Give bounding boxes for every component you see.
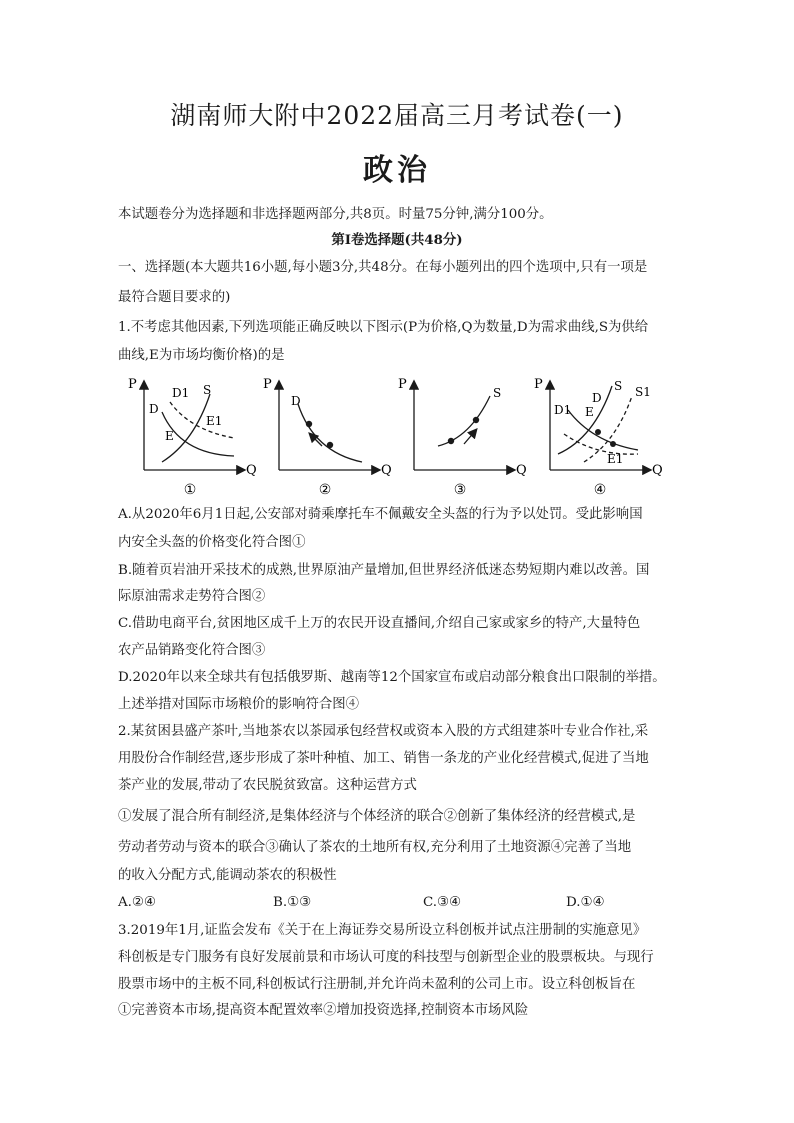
fig1-d-label: D [149,402,159,416]
fig1-number: ① [183,482,197,497]
q3-stem-line2: 科创板是专门服务有良好发展前景和市场认可度的科技型与创新型企业的股票板块。与现行 [118,950,654,965]
fig4-d1-label: D1 [554,403,572,417]
q2-option-a: A.②④ [118,895,156,910]
q2-option-c: C.③④ [423,895,462,910]
fig4-number: ④ [593,482,607,497]
q1-option-d-line2: 上述举措对国际市场粮价的影响符合图④ [118,697,360,712]
q2-items-line1: ①发展了混合所有制经济,是集体经济与个体经济的联合②创新了集体经济的经营模式,是 [118,809,636,824]
q1-option-c-line1: C.借助电商平台,贫困地区成千上万的农民开设直播间,介绍自己家或家乡的特产,大量特色 [118,616,641,631]
subject-title: 政治 [363,153,431,188]
q1-stem-line1: 1.不考虑其他因素,下列选项能正确反映以下图示(P为价格,Q为数量,D为需求曲线,S为供给 [118,320,649,335]
q2-stem-line3: 茶产业的发展,带动了农民脱贫致富。这种运营方式 [118,778,417,793]
figure-2 [263,377,392,497]
fig4-s1-label: S1 [635,385,651,399]
supply-demand-diagrams [118,372,678,497]
fig4-equilibrium-e [595,429,601,435]
fig4-d-label: D [592,391,602,405]
fig1-q-label: Q [246,463,257,478]
fig4-s-label: S [614,379,623,393]
fig2-p-label: P [263,377,272,392]
fig4-demand-curve [568,410,638,450]
fig3-supply-curve [438,396,490,446]
fig3-point-lower [448,438,454,444]
q2-option-d: D.①④ [566,895,605,910]
q3-stem-line1: 3.2019年1月,证监会发布《关于在上海证券交易所设立科创板并试点注册制的实施意见》 [118,923,647,938]
fig1-s-label: S [203,383,212,397]
figure-1 [128,377,257,497]
fig2-q-label: Q [381,463,392,478]
q2-stem-line2: 用股份合作制经营,逐步形成了茶叶种植、加工、销售一条龙的产业化经营模式,促进了当地 [118,751,649,766]
intro-text: 本试题卷分为选择题和非选择题两部分,共8页。时量75分钟,满分100分。 [118,207,553,222]
fig2-number: ② [318,482,332,497]
fig2-point-lower [327,442,333,448]
fig3-q-label: Q [516,463,527,478]
fig1-e1-label: E1 [206,414,223,428]
fig4-e1-label: E1 [607,452,624,466]
q2-stem-line1: 2.某贫困县盛产茶叶,当地茶农以茶园承包经营权或资本入股的方式组建茶叶专业合作社,采 [118,724,649,739]
fig1-e-label: E [165,429,174,443]
fig3-point-upper [473,417,479,423]
section-title: 第Ⅰ卷选择题(共48分) [331,232,463,248]
q2-option-b: B.①③ [273,895,312,910]
fig3-movement-arrow [464,430,476,444]
fig4-e-label: E [585,405,594,419]
fig4-q-label: Q [652,463,663,478]
exam-title: 湖南师大附中2022届高三月考试卷(一) [170,101,624,130]
fig1-demand-curve-d1 [170,402,234,438]
fig4-p-label: P [534,377,543,392]
part1-instructions-line1: 一、选择题(本大题共16小题,每小题3分,共48分。在每小题列出的四个选项中,只有一项是 [118,260,648,275]
fig3-p-label: P [398,377,407,392]
fig2-d-label: D [291,394,301,408]
q2-items-line3: 的收入分配方式,能调动茶农的积极性 [118,868,337,883]
fig3-number: ③ [453,482,467,497]
fig2-demand-curve [298,404,362,462]
q1-option-a-line2: 内安全头盔的价格变化符合图① [118,535,306,550]
q3-items-line1: ①完善资本市场,提高资本配置效率②增加投资选择,控制资本市场风险 [118,1003,529,1018]
q1-option-d-line1: D.2020年以来全球共有包括俄罗斯、越南等12个国家宣布或启动部分粮食出口限制的举措。 [118,670,666,685]
q1-option-a-line1: A.从2020年6月1日起,公安部对骑乘摩托车不佩戴安全头盔的行为予以处罚。受此影响国 [118,507,643,522]
figure-4 [534,377,663,497]
fig4-supply-curve [558,386,612,454]
fig2-point-upper [306,421,312,427]
q1-option-b-line2: 际原油需求走势符合图② [118,589,266,604]
fig1-p-label: P [128,377,137,392]
q2-items-line2: 劳动者劳动与资本的联合③确认了茶农的土地所有权,充分利用了土地资源④完善了当地 [118,840,632,855]
q1-option-b-line1: B.随着页岩油开采技术的成熟,世界原油产量增加,但世界经济低迷态势短期内难以改善。国 [118,563,650,578]
figure-3 [398,377,527,497]
q1-stem-line2: 曲线,E为市场均衡价格)的是 [118,348,285,363]
q1-figures [118,372,678,497]
q3-stem-line3: 股票市场中的主板不同,科创板试行注册制,并允许尚未盈利的公司上市。设立科创板旨在 [118,977,636,992]
fig1-d1-label: D1 [172,386,190,400]
part1-instructions-line2: 最符合题目要求的) [118,290,231,305]
q1-option-c-line2: 农产品销路变化符合图③ [118,643,266,658]
fig3-s-label: S [493,386,502,400]
fig4-equilibrium-e1 [610,441,616,447]
